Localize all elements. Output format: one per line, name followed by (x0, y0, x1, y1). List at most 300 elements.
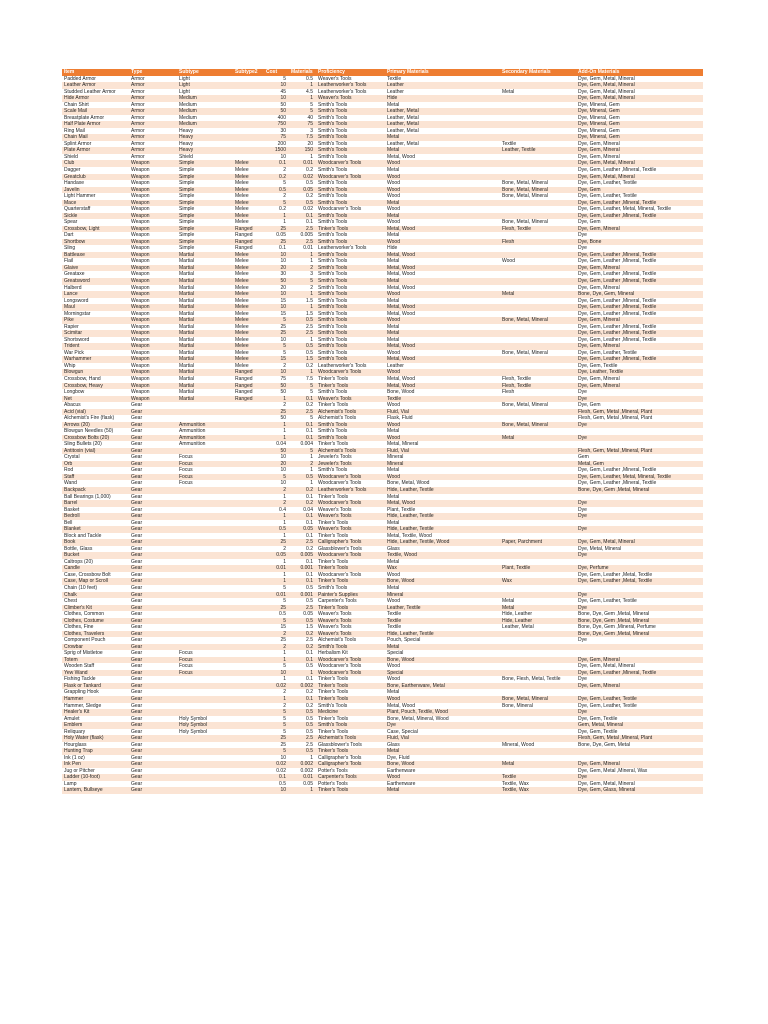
cell-primary-materials: Metal (385, 167, 500, 174)
cell-add-on-materials: Dye, Gem, Metal, Mineral (576, 160, 703, 167)
cell-type: Weapon (129, 356, 177, 363)
cell-subtype2: Ranged (233, 383, 264, 390)
cell-proficiency: Woodcarver's Tools (316, 500, 385, 507)
cell-add-on-materials: Dye (576, 709, 703, 716)
cell-subtype2: Melee (233, 298, 264, 305)
cell-cost: 0.02 (264, 768, 289, 775)
cell-proficiency: Tinker's Tools (316, 605, 385, 612)
cell-proficiency: Smith's Tools (316, 193, 385, 200)
cell-subtype (177, 787, 233, 794)
cell-add-on-materials: Dye (576, 396, 703, 403)
cell-type: Armor (129, 76, 177, 83)
cell-primary-materials: Metal, Textile, Wood (385, 533, 500, 540)
cell-cost: 50 (264, 415, 289, 422)
cell-subtype: Martial (177, 396, 233, 403)
cell-primary-materials: Mineral (385, 592, 500, 599)
cell-proficiency: Smith's Tools (316, 200, 385, 207)
cell-subtype2: Ranged (233, 369, 264, 376)
cell-cost: 1 (264, 676, 289, 683)
cell-add-on-materials: Dye, Gem (576, 402, 703, 409)
cell-type: Weapon (129, 376, 177, 383)
cell-add-on-materials: Dye, Gem, Leather ,Mineral, Textile (576, 298, 703, 305)
cell-type: Gear (129, 755, 177, 762)
cell-subtype: Shield (177, 154, 233, 161)
cell-cost: 0.05 (264, 232, 289, 239)
cell-primary-materials: Metal (385, 428, 500, 435)
cell-type: Armor (129, 147, 177, 154)
cell-type: Gear (129, 644, 177, 651)
cell-add-on-materials: Dye (576, 422, 703, 429)
cell-primary-materials: Wood (385, 180, 500, 187)
cell-item: Flask or Tankard (62, 683, 129, 690)
cell-materials: 0.1 (289, 422, 316, 429)
cell-type: Weapon (129, 291, 177, 298)
cell-subtype: Martial (177, 363, 233, 370)
cell-subtype: Martial (177, 298, 233, 305)
cell-materials: 0.1 (289, 428, 316, 435)
cell-materials: 1 (289, 787, 316, 794)
cell-add-on-materials: Dye, Gem, Metal, Mineral (576, 89, 703, 96)
cell-add-on-materials: Dye, Gem, Leather ,Mineral, Textile (576, 480, 703, 487)
cell-secondary-materials: Metal (500, 605, 576, 612)
cell-primary-materials: Textile (385, 76, 500, 83)
cell-secondary-materials: Textile (500, 141, 576, 148)
cell-type: Gear (129, 461, 177, 468)
cell-materials: 0.02 (289, 174, 316, 181)
cell-materials: 0.05 (289, 526, 316, 533)
cell-primary-materials: Wood (385, 187, 500, 194)
cell-primary-materials: Metal, Wood (385, 304, 500, 311)
cell-type: Weapon (129, 271, 177, 278)
cell-add-on-materials: Dye (576, 245, 703, 252)
cell-cost: 25 (264, 324, 289, 331)
cell-materials: 1 (289, 95, 316, 102)
cell-type: Gear (129, 559, 177, 566)
cell-add-on-materials: Dye (576, 435, 703, 442)
cell-subtype: Simple (177, 219, 233, 226)
cell-cost: 0.02 (264, 683, 289, 690)
cell-type: Gear (129, 585, 177, 592)
cell-proficiency: Weaver's Tools (316, 513, 385, 520)
cell-item: Case, Map or Scroll (62, 578, 129, 585)
cell-type: Gear (129, 494, 177, 501)
cell-proficiency: Smith's Tools (316, 102, 385, 109)
cell-add-on-materials: Dye, Gem, Mineral (576, 285, 703, 292)
cell-proficiency: Smith's Tools (316, 304, 385, 311)
cell-type: Gear (129, 441, 177, 448)
cell-materials: 0.2 (289, 363, 316, 370)
cell-subtype2: Melee (233, 193, 264, 200)
cell-add-on-materials: Dye, Gem, Leather ,Mineral, Textile (576, 337, 703, 344)
cell-add-on-materials: Dye (576, 774, 703, 781)
cell-type: Armor (129, 128, 177, 135)
cell-proficiency: Weaver's Tools (316, 631, 385, 638)
cell-cost: 200 (264, 141, 289, 148)
cell-add-on-materials: Dye, Gem, Leather, Textile (576, 180, 703, 187)
cell-materials: 1 (289, 291, 316, 298)
cell-add-on-materials: Dye (576, 605, 703, 612)
cell-materials: 40 (289, 115, 316, 122)
cell-primary-materials: Metal, Wood (385, 252, 500, 259)
cell-add-on-materials: Dye, Gem, Metal, Mineral (576, 781, 703, 788)
cell-materials: 0.1 (289, 213, 316, 220)
cell-type: Gear (129, 454, 177, 461)
cell-subtype: Simple (177, 160, 233, 167)
cell-materials: 0.5 (289, 350, 316, 357)
cell-item: Staff (62, 474, 129, 481)
cell-cost: 0.1 (264, 774, 289, 781)
cell-secondary-materials: Hide, Leather (500, 618, 576, 625)
cell-add-on-materials: Dye, Gem, Leather ,Mineral, Textile (576, 324, 703, 331)
cell-item: Emblem (62, 722, 129, 729)
cell-cost: 5 (264, 729, 289, 736)
cell-cost: 5 (264, 716, 289, 723)
cell-materials: 0.5 (289, 76, 316, 83)
cell-materials: 0.1 (289, 696, 316, 703)
cell-item: Arrows (20) (62, 422, 129, 429)
cell-add-on-materials: Dye, Gem, Leather ,Mineral, Textile (576, 330, 703, 337)
cell-item: Orb (62, 461, 129, 468)
cell-materials: 0.05 (289, 611, 316, 618)
cell-primary-materials: Wood (385, 219, 500, 226)
cell-cost: 0.1 (264, 160, 289, 167)
cell-type: Gear (129, 683, 177, 690)
cell-type: Gear (129, 768, 177, 775)
cell-add-on-materials: Dye, Gem, Mineral (576, 317, 703, 324)
cell-materials: 5 (289, 383, 316, 390)
cell-item: Yew Wand (62, 670, 129, 677)
cell-cost: 5 (264, 618, 289, 625)
cell-proficiency: Leatherworker's Tools (316, 487, 385, 494)
cell-proficiency: Alchemist's Tools (316, 637, 385, 644)
header-materials: Materials (289, 69, 316, 76)
cell-subtype2: Melee (233, 200, 264, 207)
cell-type: Weapon (129, 317, 177, 324)
cell-proficiency: Smith's Tools (316, 422, 385, 429)
cell-add-on-materials: Dye, Gem, Leather, Metal, Mineral, Textile (576, 206, 703, 213)
cell-cost: 0.2 (264, 206, 289, 213)
cell-item: Abacus (62, 402, 129, 409)
cell-add-on-materials: Dye, Gem, Leather, Metal, Mineral, Textile (576, 474, 703, 481)
cell-materials: 1 (289, 82, 316, 89)
cell-proficiency: Weaver's Tools (316, 618, 385, 625)
cell-materials: 0.05 (289, 187, 316, 194)
cell-proficiency: Woodcarver's Tools (316, 160, 385, 167)
cell-subtype2: Melee (233, 324, 264, 331)
cell-item: Studded Leather Armor (62, 89, 129, 96)
cell-subtype: Martial (177, 343, 233, 350)
cell-cost: 5 (264, 598, 289, 605)
cell-proficiency: Smith's Tools (316, 258, 385, 265)
cell-proficiency: Woodcarver's Tools (316, 206, 385, 213)
cell-type: Armor (129, 115, 177, 122)
cell-materials: 2 (289, 285, 316, 292)
cell-proficiency: Tinker's Tools (316, 696, 385, 703)
cell-primary-materials: Textile, Wood (385, 552, 500, 559)
cell-item: Bucket (62, 552, 129, 559)
cell-add-on-materials: Dye, Gem, Leather, Textile (576, 696, 703, 703)
cell-cost: 10 (264, 755, 289, 762)
cell-materials: 1 (289, 252, 316, 259)
cell-item: Ladder (10-foot) (62, 774, 129, 781)
cell-proficiency: Smith's Tools (316, 128, 385, 135)
cell-type: Weapon (129, 324, 177, 331)
cell-primary-materials: Metal (385, 147, 500, 154)
cell-primary-materials: Metal (385, 787, 500, 794)
cell-item: Chain Shirt (62, 102, 129, 109)
cell-cost: 5 (264, 317, 289, 324)
cell-item: Fishing Tackle (62, 676, 129, 683)
cell-item: Half Plate Armor (62, 121, 129, 128)
cell-materials: 0.5 (289, 716, 316, 723)
cell-item: Backpack (62, 487, 129, 494)
cell-cost: 5 (264, 585, 289, 592)
cell-secondary-materials: Metal (500, 598, 576, 605)
cell-subtype2: Melee (233, 219, 264, 226)
cell-proficiency: Smith's Tools (316, 213, 385, 220)
cell-subtype2: Melee (233, 252, 264, 259)
cell-add-on-materials: Dye (576, 637, 703, 644)
cell-cost: 5 (264, 343, 289, 350)
cell-cost: 0.05 (264, 552, 289, 559)
cell-subtype2: Melee (233, 343, 264, 350)
cell-primary-materials: Leather, Metal (385, 141, 500, 148)
cell-item: Morningstar (62, 311, 129, 318)
cell-primary-materials: Metal, Wood (385, 356, 500, 363)
cell-item: Ball Bearings (1,000) (62, 494, 129, 501)
cell-proficiency: Jeweler's Tools (316, 454, 385, 461)
cell-materials: 0.04 (289, 507, 316, 514)
cell-primary-materials: Hide, Leather, Textile (385, 526, 500, 533)
cell-secondary-materials: Leather, Textile (500, 147, 576, 154)
cell-subtype2: Melee (233, 271, 264, 278)
cell-subtype: Martial (177, 278, 233, 285)
cell-subtype: Heavy (177, 141, 233, 148)
cell-type: Armor (129, 82, 177, 89)
cell-add-on-materials: Dye, Gem, Leather ,Mineral, Textile (576, 200, 703, 207)
cell-primary-materials: Wood (385, 239, 500, 246)
cell-secondary-materials: Paper, Parchment (500, 539, 576, 546)
cell-cost: 25 (264, 637, 289, 644)
cell-primary-materials: Flask, Fluid (385, 415, 500, 422)
cell-materials: 0.1 (289, 513, 316, 520)
cell-materials: 1.5 (289, 298, 316, 305)
cell-secondary-materials: Textile, Wax (500, 787, 576, 794)
cell-primary-materials: Metal, Wood (385, 265, 500, 272)
cell-materials: 2.5 (289, 637, 316, 644)
cell-subtype2: Melee (233, 180, 264, 187)
cell-type: Armor (129, 121, 177, 128)
cell-primary-materials: Textile (385, 611, 500, 618)
cell-proficiency: Tinker's Tools (316, 520, 385, 527)
cell-cost: 25 (264, 330, 289, 337)
cell-subtype: Light (177, 89, 233, 96)
cell-primary-materials: Wood (385, 174, 500, 181)
cell-type: Gear (129, 722, 177, 729)
cell-type: Gear (129, 526, 177, 533)
cell-subtype: Martial (177, 389, 233, 396)
cell-materials: 0.01 (289, 245, 316, 252)
cell-proficiency: Weaver's Tools (316, 526, 385, 533)
cell-materials: 0.002 (289, 683, 316, 690)
cell-type: Weapon (129, 369, 177, 376)
cell-primary-materials: Wood (385, 676, 500, 683)
cell-subtype2: Ranged (233, 245, 264, 252)
cell-type: Gear (129, 572, 177, 579)
cell-proficiency: Alchemist's Tools (316, 735, 385, 742)
cell-item: Halberd (62, 285, 129, 292)
cell-cost: 1 (264, 696, 289, 703)
cell-subtype2: Melee (233, 206, 264, 213)
cell-subtype: Ammunition (177, 435, 233, 442)
cell-type: Gear (129, 611, 177, 618)
cell-cost: 2 (264, 644, 289, 651)
cell-item: Hourglass (62, 742, 129, 749)
header-add-on-materials: Add-On Materials (576, 69, 703, 76)
cell-add-on-materials: Dye, Leather, Textile (576, 369, 703, 376)
cell-subtype2: Melee (233, 265, 264, 272)
cell-subtype: Martial (177, 252, 233, 259)
cell-item: Scimitar (62, 330, 129, 337)
cell-subtype: Simple (177, 193, 233, 200)
cell-add-on-materials: Flesh, Gem, Metal ,Mineral, Plant (576, 448, 703, 455)
cell-subtype2 (233, 787, 264, 794)
cell-primary-materials: Metal (385, 520, 500, 527)
cell-proficiency: Weaver's Tools (316, 507, 385, 514)
cell-item: Plate Armor (62, 147, 129, 154)
cell-cost: 10 (264, 258, 289, 265)
cell-proficiency: Tinker's Tools (316, 533, 385, 540)
cell-item: Bedroll (62, 513, 129, 520)
cell-secondary-materials: Wood (500, 258, 576, 265)
cell-materials: 0.2 (289, 644, 316, 651)
header-secondary-materials: Secondary Materials (500, 69, 576, 76)
cell-primary-materials: Metal (385, 324, 500, 331)
cell-subtype: Medium (177, 115, 233, 122)
cell-subtype: Holy Symbol (177, 729, 233, 736)
cell-item: Breastplate Armor (62, 115, 129, 122)
cell-primary-materials: Hide, Leather, Textile (385, 487, 500, 494)
cell-type: Weapon (129, 389, 177, 396)
cell-type: Gear (129, 787, 177, 794)
cell-type: Gear (129, 696, 177, 703)
cell-subtype: Focus (177, 461, 233, 468)
cell-primary-materials: Leather, Metal (385, 128, 500, 135)
cell-add-on-materials: Dye, Mineral, Gem (576, 128, 703, 135)
cell-subtype2: Melee (233, 311, 264, 318)
cell-type: Gear (129, 513, 177, 520)
cell-secondary-materials: Metal (500, 291, 576, 298)
cell-type: Gear (129, 533, 177, 540)
cell-primary-materials: Metal (385, 213, 500, 220)
cell-add-on-materials: Dye, Gem, Leather ,Mineral, Textile (576, 356, 703, 363)
cell-add-on-materials: Bone, Dye, Gem, Metal (576, 742, 703, 749)
cell-item: Light Hammer (62, 193, 129, 200)
cell-materials: 0.5 (289, 729, 316, 736)
cell-add-on-materials: Dye (576, 507, 703, 514)
cell-materials: 1 (289, 480, 316, 487)
cell-add-on-materials: Dye, Gem, Leather ,Mineral, Textile (576, 252, 703, 259)
cell-materials: 0.1 (289, 435, 316, 442)
cell-primary-materials: Wood (385, 474, 500, 481)
cell-type: Gear (129, 552, 177, 559)
cell-add-on-materials: Dye (576, 500, 703, 507)
cell-materials: 2.5 (289, 735, 316, 742)
cell-subtype: Martial (177, 350, 233, 357)
cell-add-on-materials: Dye, Gem, Mineral (576, 147, 703, 154)
cell-cost: 75 (264, 376, 289, 383)
cell-subtype2: Melee (233, 213, 264, 220)
cell-item: Candle (62, 565, 129, 572)
cell-add-on-materials: Dye, Gem, Mineral (576, 265, 703, 272)
cell-add-on-materials: Dye, Gem, Leather ,Mineral, Textile (576, 167, 703, 174)
cell-cost: 2 (264, 500, 289, 507)
cell-type: Weapon (129, 350, 177, 357)
cell-secondary-materials: Metal (500, 89, 576, 96)
cell-subtype: Martial (177, 324, 233, 331)
cell-materials: 3 (289, 271, 316, 278)
cell-item: Case, Crossbow Bolt (62, 572, 129, 579)
cell-materials: 20 (289, 141, 316, 148)
cell-item: Crossbow, Light (62, 226, 129, 233)
cell-subtype2: Melee (233, 278, 264, 285)
cell-proficiency: Woodcarver's Tools (316, 572, 385, 579)
cell-proficiency: Alchemist's Tools (316, 409, 385, 416)
cell-subtype: Medium (177, 95, 233, 102)
cell-item: Clothes, Costume (62, 618, 129, 625)
cell-materials: 1 (289, 304, 316, 311)
cell-type: Weapon (129, 311, 177, 318)
cell-item: Clothes, Travelers (62, 631, 129, 638)
cell-subtype: Martial (177, 383, 233, 390)
cell-type: Gear (129, 422, 177, 429)
cell-cost: 5 (264, 474, 289, 481)
cell-subtype2: Ranged (233, 226, 264, 233)
cell-add-on-materials: Dye (576, 232, 703, 239)
cell-primary-materials: Hide (385, 245, 500, 252)
cell-type: Weapon (129, 396, 177, 403)
cell-primary-materials: Leather, Metal (385, 108, 500, 115)
cell-item: Clothes, Fine (62, 624, 129, 631)
cell-proficiency: Smith's Tools (316, 141, 385, 148)
cell-proficiency: Smith's Tools (316, 330, 385, 337)
cell-materials: 0.2 (289, 487, 316, 494)
cell-item: Shield (62, 154, 129, 161)
cell-proficiency: Tinker's Tools (316, 748, 385, 755)
cell-proficiency: Tinker's Tools (316, 787, 385, 794)
cell-primary-materials: Metal (385, 494, 500, 501)
cell-proficiency: Smith's Tools (316, 108, 385, 115)
cell-proficiency: Leatherworker's Tools (316, 89, 385, 96)
cell-materials: 2.5 (289, 330, 316, 337)
cell-subtype: Focus (177, 467, 233, 474)
cell-item: Trident (62, 343, 129, 350)
table-body (62, 76, 703, 794)
cell-subtype: Ammunition (177, 428, 233, 435)
cell-primary-materials: Glass (385, 546, 500, 553)
cell-primary-materials: Earthenware (385, 781, 500, 788)
cell-cost: 0.01 (264, 565, 289, 572)
cell-add-on-materials: Gem, Metal, Mineral (576, 722, 703, 729)
cell-subtype: Focus (177, 474, 233, 481)
cell-proficiency: Smith's Tools (316, 389, 385, 396)
cell-cost: 1 (264, 650, 289, 657)
cell-materials: 0.5 (289, 709, 316, 716)
cell-subtype2: Melee (233, 350, 264, 357)
cell-subtype: Simple (177, 180, 233, 187)
cell-type: Gear (129, 480, 177, 487)
cell-item: Javelin (62, 187, 129, 194)
